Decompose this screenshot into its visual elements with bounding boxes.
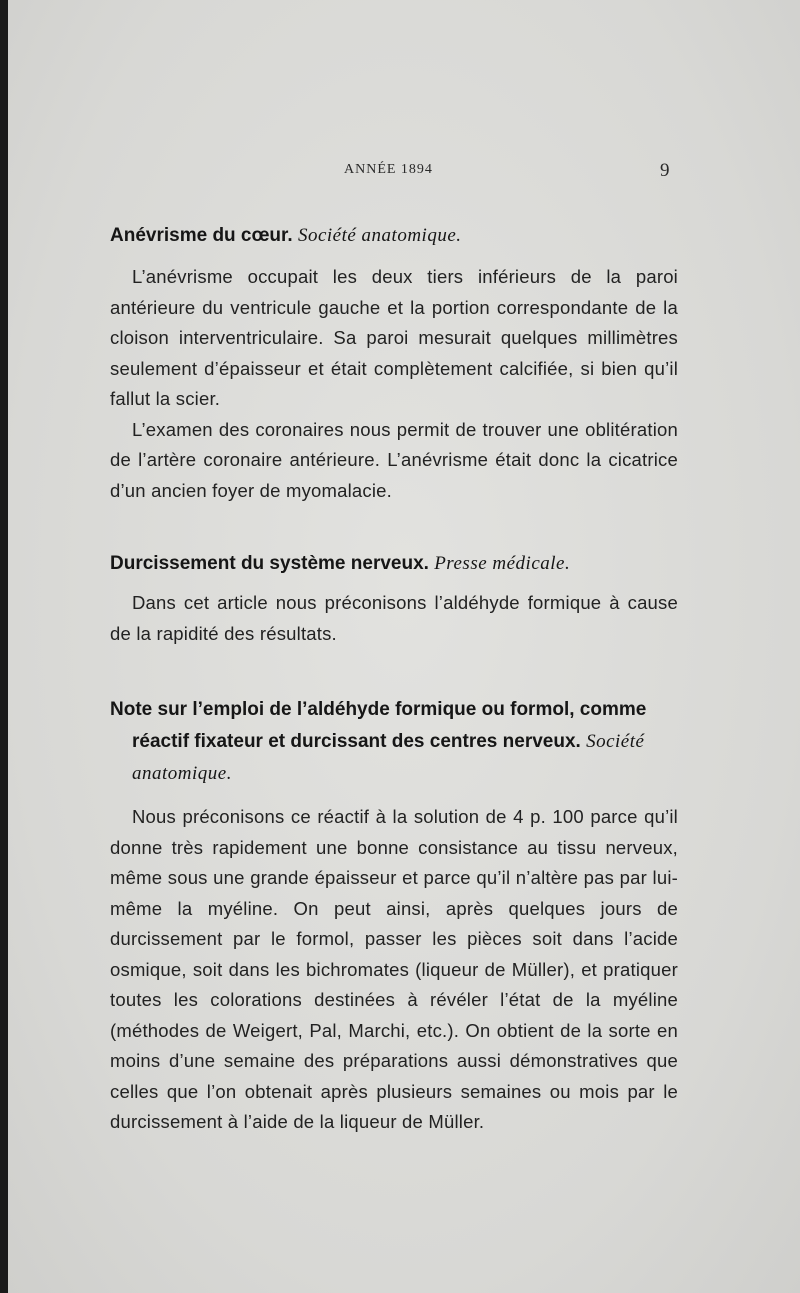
paragraph: Dans cet article nous préconisons l’aldéhyde formique à cause de la rapidité des résultats.	[110, 592, 678, 644]
entry-source: Société anatomique.	[132, 731, 645, 784]
running-title: ANNÉE 1894	[344, 162, 433, 177]
page-number: 9	[660, 160, 670, 181]
paragraph: Nous préconisons ce réactif à la solution de 4 p. 100 parce qu’il donne très rapidement une bonne consistance au tissu nerveux, même sous une grande épaisseur et parce qu’il n’altère pas par lui-même la myéline. On peut ainsi, après quelques jours de durcissement par le formol, passer les pièces soit dans l’acide osmique, soit dans les bichromates (liqueur de Müller), et pratiquer toutes les colorations destinées à révéler l’état de la myéline (méthodes de Weigert, Pal, Marchi, etc.). On obtient de la sorte en moins d’une semaine des préparations aussi démonstratives que celles que l’on obtenait après plusieurs semaines ou mois par le durcissement à l’aide de la liqueur de Müller.	[110, 806, 678, 1132]
entry-title	[110, 548, 678, 580]
running-head	[8, 160, 800, 184]
book-page	[8, 0, 800, 1293]
entry-title-text: Note sur l’emploi de l’aldéhyde formique ou formol, comme réactif fixateur et durcissant des centres nerveux.	[110, 699, 647, 752]
entry-title-text: Durcissement du système nerveux.	[110, 553, 429, 574]
entry-source: Société anatomique.	[297, 225, 462, 246]
entry-hardening	[110, 548, 678, 649]
entry-formol-note	[110, 694, 678, 1138]
entry-aneurysm	[110, 220, 678, 506]
entry-title-text: Anévrisme du cœur.	[110, 225, 293, 246]
paragraph: L’examen des coronaires nous permit de trouver une oblitération de l’artère coronaire antérieure. L’anévrisme était donc la cicatrice d’un ancien foyer de myomalacie.	[110, 418, 678, 501]
entry-title	[110, 220, 678, 252]
entry-source: Presse médicale.	[434, 553, 571, 574]
paragraph: L’anévrisme occupait les deux tiers inférieurs de la paroi antérieure du ventricule gauche et la portion correspondante de la cloison interventriculaire. Sa paroi mesurait quelques millimètres seulement d’épaisseur et était complètement calcifiée, si bien qu’il fallut la scier.	[110, 266, 678, 409]
entry-title	[110, 694, 678, 790]
